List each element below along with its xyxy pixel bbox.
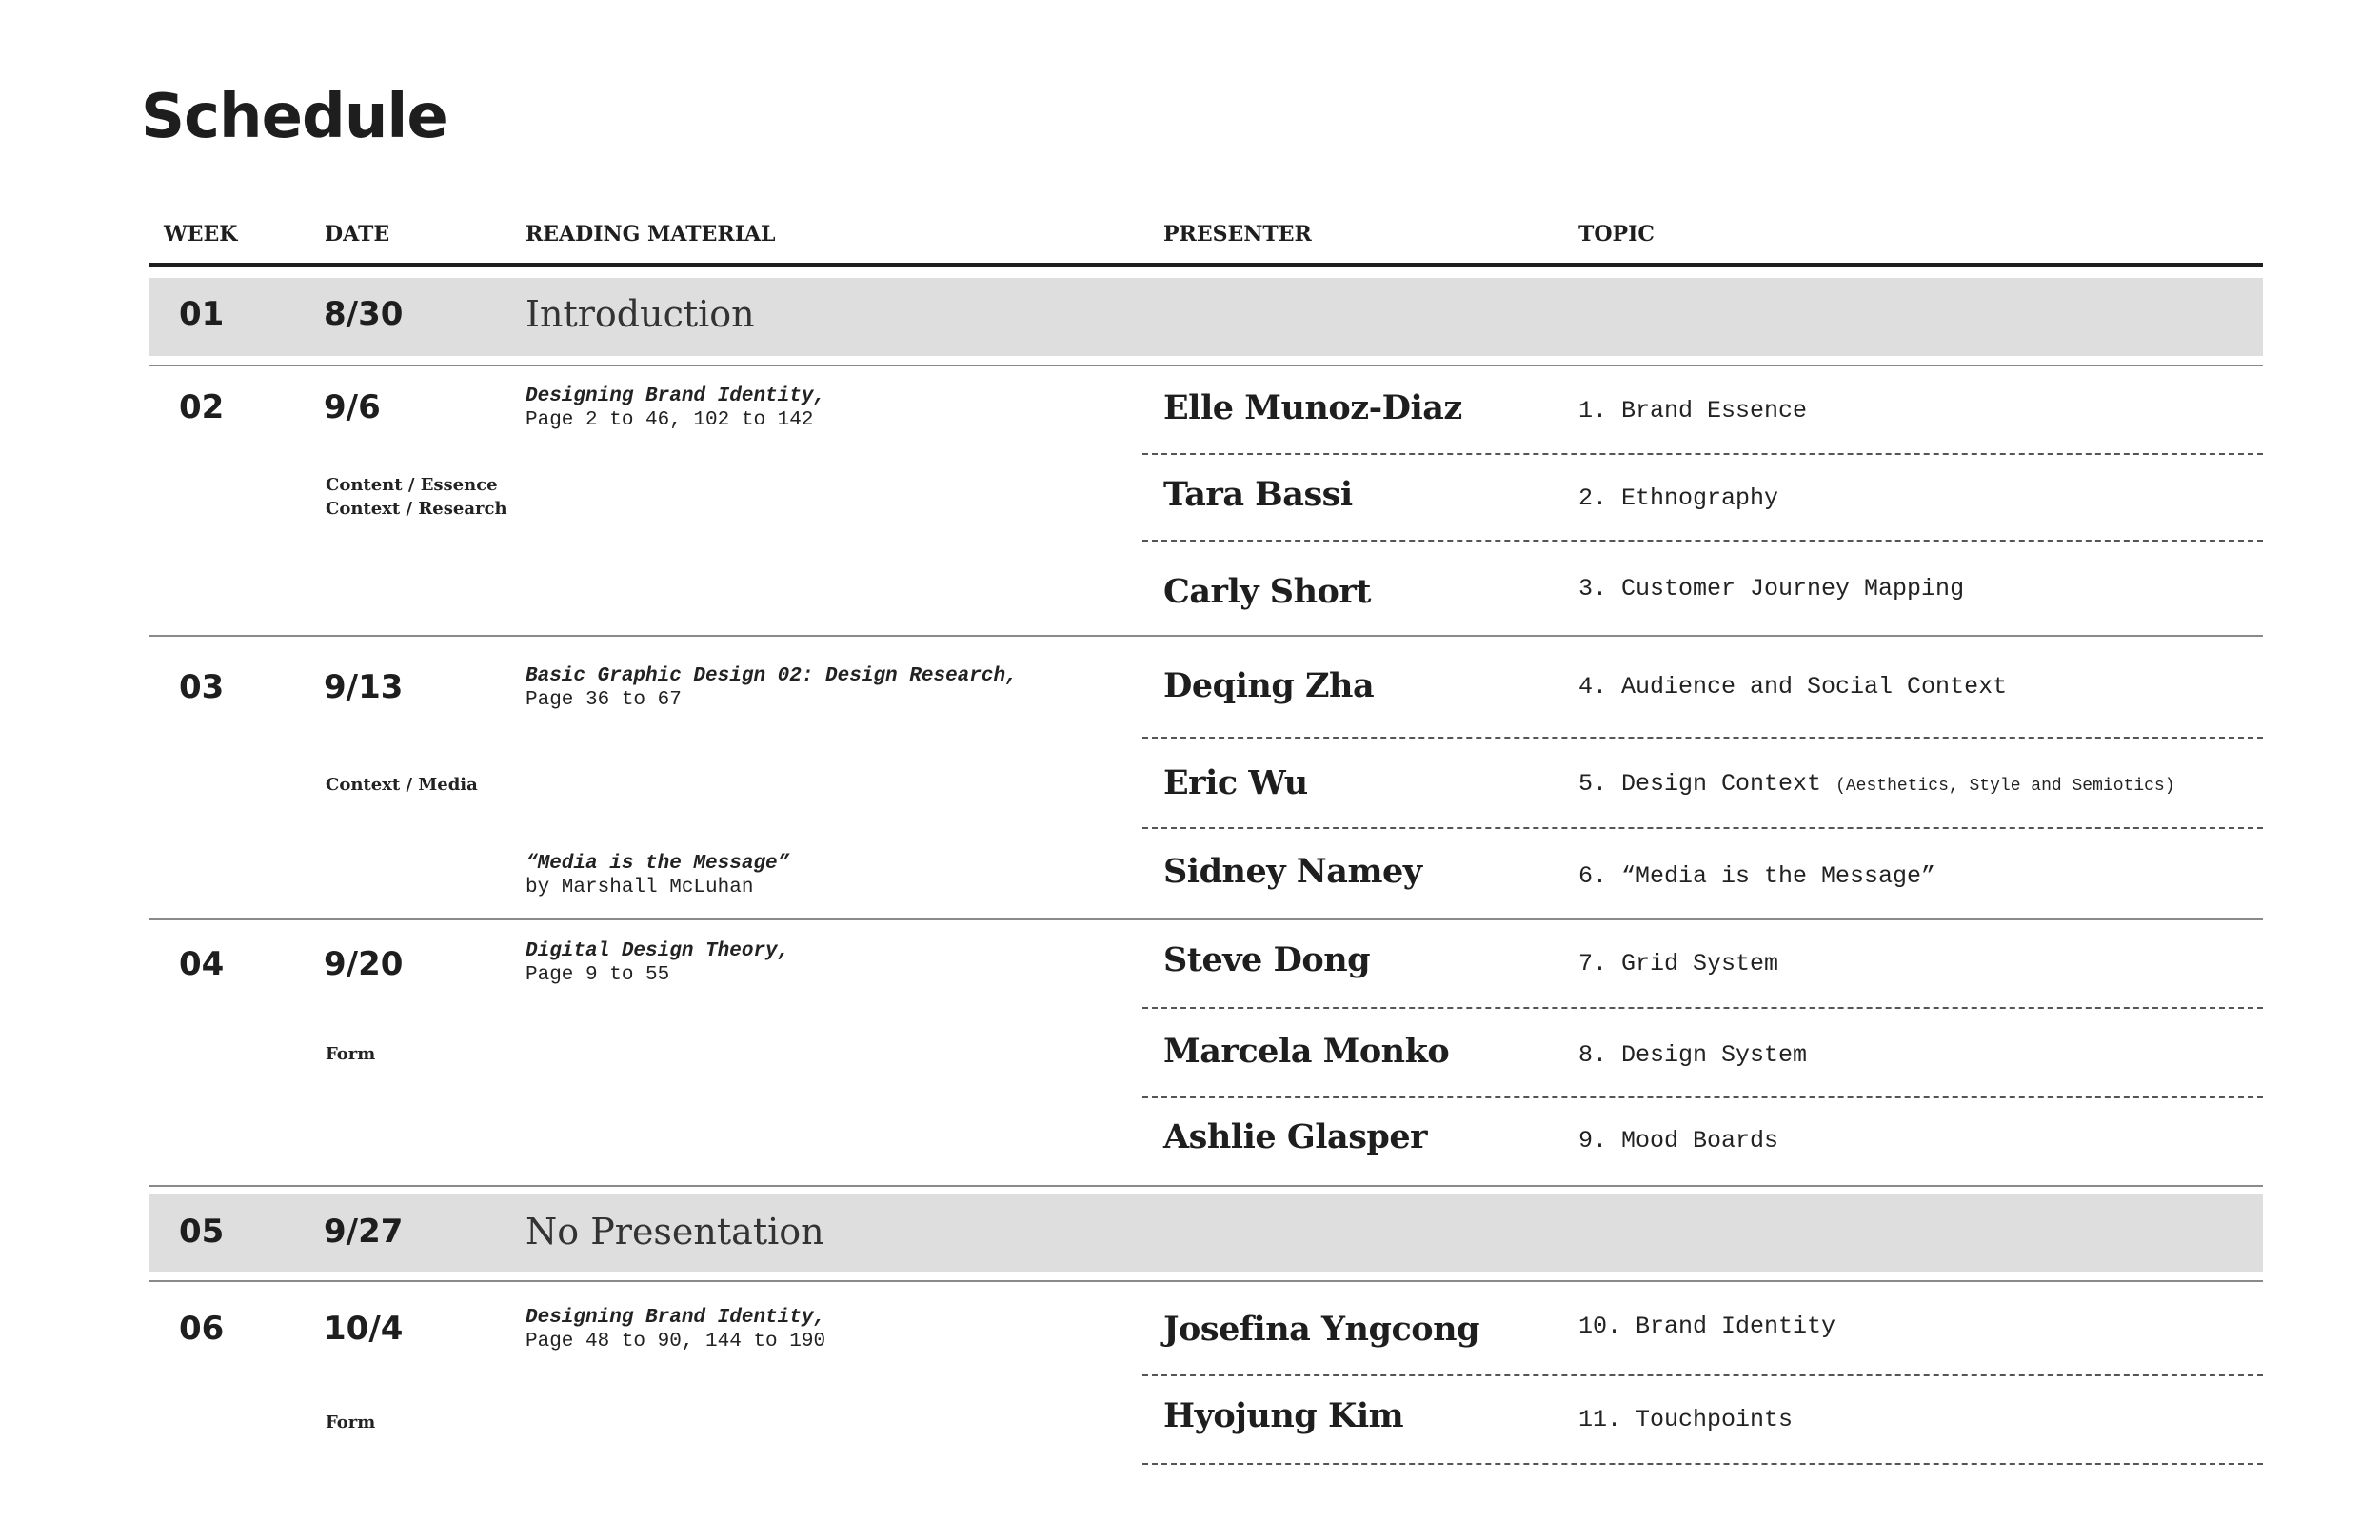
reading-material (526, 385, 825, 432)
reading-book: Designing Brand Identity, (526, 385, 826, 407)
reading-material (526, 664, 1018, 712)
presenter-name: Elle Munoz-Diaz (1163, 388, 1462, 427)
reading-book: “Media is the Message” (526, 853, 790, 875)
presenter-name: Deqing Zha (1163, 666, 1375, 705)
row-divider (149, 918, 2263, 920)
week-date: 9/27 (324, 1213, 404, 1251)
column-header-reading: READING MATERIAL (526, 222, 776, 247)
row-divider (149, 1280, 2263, 1282)
presenter-divider (1142, 453, 2263, 455)
week-date: 9/20 (324, 945, 404, 983)
reading-pages: Page 48 to 90, 144 to 190 (526, 1331, 826, 1352)
week-number: 05 (179, 1213, 225, 1251)
week-number: 02 (179, 388, 225, 426)
topic-item: 9. Mood Boards (1578, 1127, 1779, 1155)
topic-item: 11. Touchpoints (1578, 1406, 1794, 1433)
presenter-name: Steve Dong (1163, 940, 1371, 979)
column-header-week: WEEK (164, 222, 238, 247)
band-note: Introduction (526, 293, 755, 335)
topic-item: 6. “Media is the Message” (1578, 862, 1936, 890)
reading-pages: Page 9 to 55 (526, 964, 670, 986)
topic-label: 5. Design Context (1578, 770, 1822, 798)
row-divider (149, 1185, 2263, 1187)
column-header-presenter: PRESENTER (1163, 222, 1312, 247)
topic-item: 3. Customer Journey Mapping (1578, 575, 1965, 602)
topic-item: 2. Ethnography (1578, 484, 1779, 512)
reading-material (526, 1306, 825, 1353)
reading-book: Designing Brand Identity, (526, 1307, 826, 1329)
band-note: No Presentation (526, 1211, 824, 1253)
presenter-name: Carly Short (1163, 572, 1371, 611)
topic-item: 10. Brand Identity (1578, 1313, 1836, 1340)
week-categories (326, 1042, 375, 1066)
week-date: 10/4 (324, 1310, 404, 1348)
presenter-name: Marcela Monko (1163, 1032, 1450, 1071)
presenter-divider (1142, 737, 2263, 739)
topic-item: 4. Audience and Social Context (1578, 673, 2008, 701)
week-date: 9/6 (324, 388, 381, 426)
reading-material-secondary (526, 852, 789, 899)
category-label: Content / Essence (326, 475, 498, 495)
presenter-divider (1142, 540, 2263, 542)
reading-pages: Page 2 to 46, 102 to 142 (526, 409, 814, 431)
presenter-name: Hyojung Kim (1163, 1396, 1404, 1435)
reading-book: Basic Graphic Design 02: Design Research, (526, 665, 1018, 687)
row-divider (149, 365, 2263, 366)
week-number: 06 (179, 1310, 225, 1348)
row-divider (149, 635, 2263, 637)
week-number: 03 (179, 668, 225, 706)
header-rule (149, 263, 2263, 267)
reading-material (526, 939, 789, 987)
presenter-divider (1142, 1007, 2263, 1009)
category-label: Context / Media (326, 775, 478, 795)
week-categories (326, 773, 478, 797)
presenter-divider (1142, 827, 2263, 829)
category-label: Form (326, 1044, 376, 1064)
column-header-date: DATE (325, 222, 390, 247)
category-label: Form (326, 1412, 376, 1432)
category-label: Context / Research (326, 499, 507, 519)
presenter-divider (1142, 1374, 2263, 1376)
topic-item: 7. Grid System (1578, 950, 1779, 977)
topic-item: 1. Brand Essence (1578, 397, 1808, 424)
presenter-divider (1142, 1096, 2263, 1098)
page-title: Schedule (141, 82, 447, 152)
reading-book: Digital Design Theory, (526, 940, 790, 962)
week-date: 9/13 (324, 668, 404, 706)
week-number: 04 (179, 945, 225, 983)
presenter-name: Tara Bassi (1163, 475, 1353, 514)
topic-note: (Aesthetics, Style and Semiotics) (1835, 777, 2175, 796)
presenter-name: Josefina Yngcong (1163, 1310, 1480, 1349)
presenter-name: Sidney Namey (1163, 852, 1422, 891)
week-categories (326, 473, 507, 521)
presenter-name: Eric Wu (1163, 763, 1308, 802)
week-date: 8/30 (324, 295, 404, 333)
topic-item (1578, 770, 2175, 798)
week-number: 01 (179, 295, 225, 333)
presenter-divider (1142, 1463, 2263, 1465)
schedule-row-band (149, 1194, 2263, 1272)
topic-item: 8. Design System (1578, 1041, 1808, 1069)
column-header-topic: TOPIC (1578, 222, 1655, 247)
reading-author: by Marshall McLuhan (526, 877, 754, 898)
presenter-name: Ashlie Glasper (1163, 1117, 1428, 1156)
schedule-row-band (149, 278, 2263, 356)
week-categories (326, 1411, 375, 1434)
reading-pages: Page 36 to 67 (526, 689, 682, 711)
